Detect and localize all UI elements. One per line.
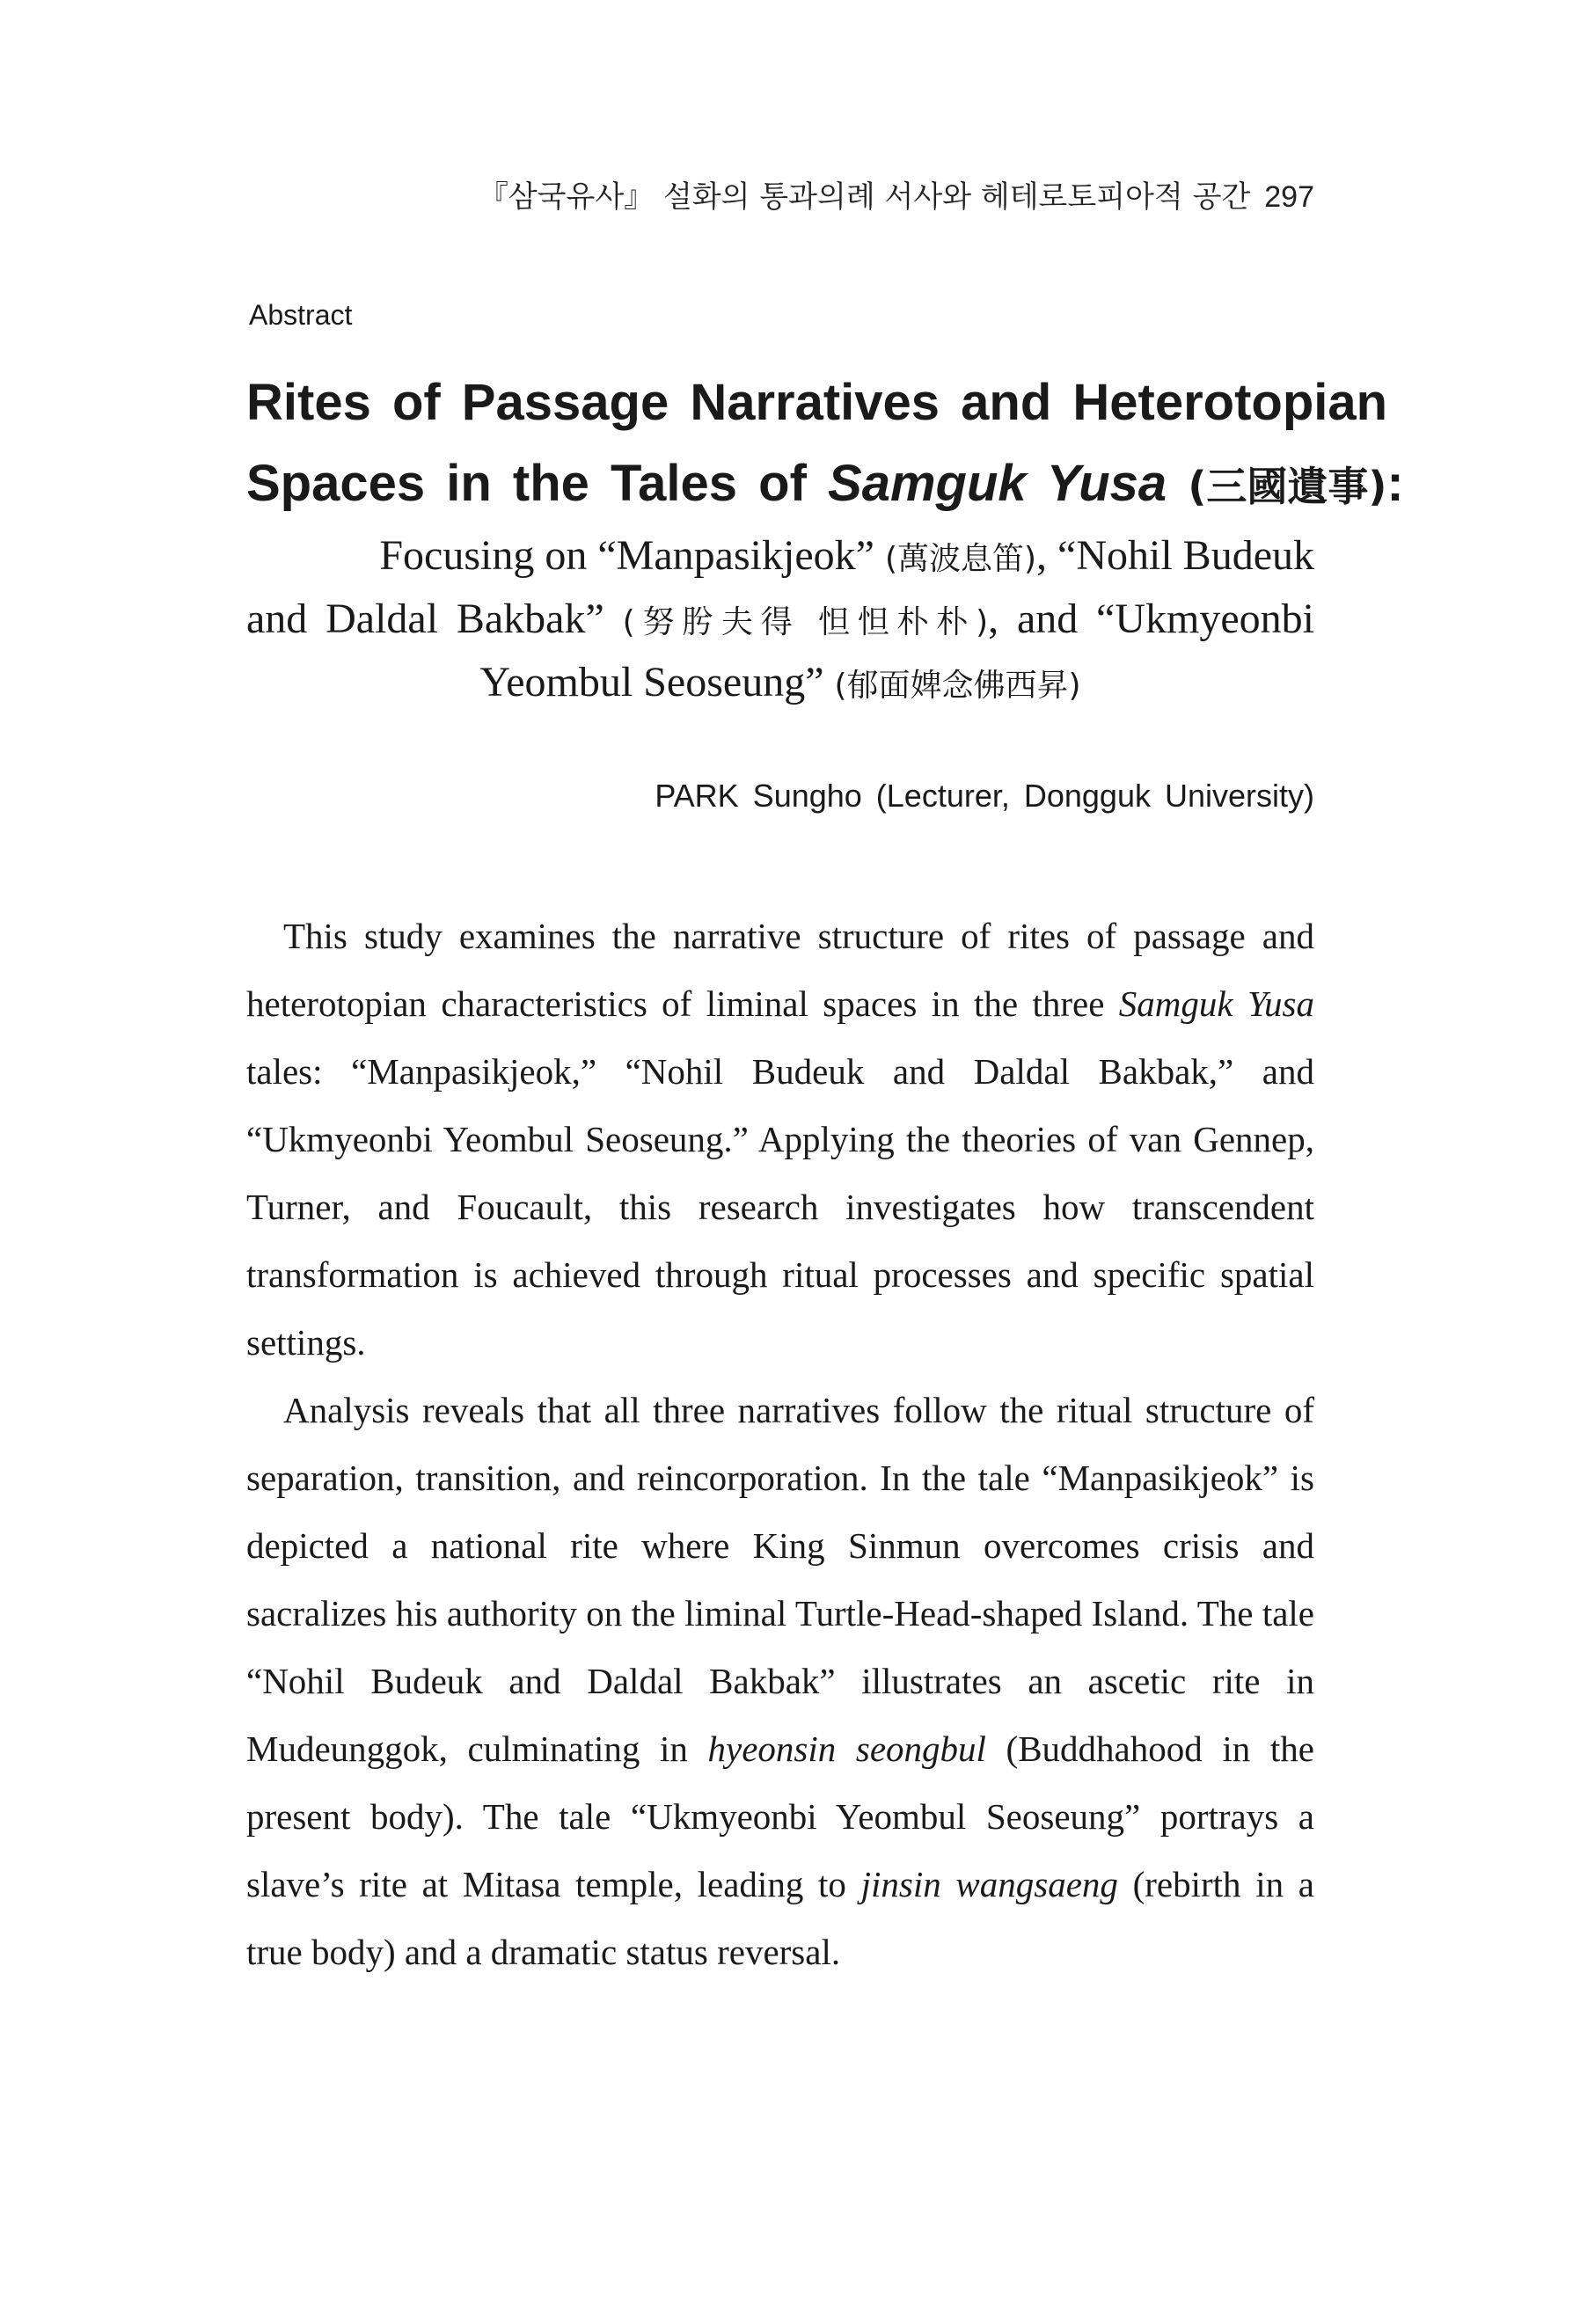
subtitle-line-2-text-b: , and “Ukmyeonbi — [988, 596, 1314, 642]
abstract-p2-text-c: (rebirth in a true body) and a dramatic status reversal. — [246, 1864, 1315, 1972]
subtitle-line-3 — [246, 653, 1314, 716]
title-line-2-prefix: Spaces in the Tales of — [246, 455, 829, 512]
abstract-p2-italic-1: hyeonsin seongbul — [707, 1728, 986, 1769]
subtitle-line-3-text-a: Yeombul Seoseung” — [479, 659, 835, 705]
abstract-p1-italic: Samguk Yusa — [1118, 983, 1314, 1024]
title-hanja: (三國遺事) — [1188, 463, 1387, 510]
abstract-p2-italic-2: jinsin wangsaeng — [860, 1864, 1118, 1904]
running-header — [246, 172, 1314, 216]
subtitle-hanja-2: (努肹夫得 怛怛朴朴) — [622, 604, 989, 640]
abstract-paragraph-2 — [246, 1377, 1314, 1986]
page-number: 297 — [1264, 180, 1314, 214]
paper-title — [246, 362, 1404, 527]
subtitle-hanja-3: (郁面婢念佛西昇) — [834, 668, 1081, 704]
title-italic-samguk-yusa: Samguk Yusa — [828, 455, 1167, 512]
title-colon: : — [1386, 455, 1404, 512]
title-line-1: Rites of Passage Narratives and Heterotopian — [246, 374, 1388, 431]
subtitle-line-2-text-a: and Daldal Bakbak” — [246, 596, 623, 642]
abstract-p2-text-b: (Buddhahood in the present body). The tale “Ukmyeonbi Yeombul Seoseung” portrays a slave’s rite at Mitasa temple, leading to — [246, 1728, 1314, 1904]
subtitle-line-2 — [246, 589, 1314, 653]
subtitle-hanja-1: (萬波息笛) — [884, 541, 1037, 577]
subtitle-line-1-text-a: Focusing on “Manpasikjeok” — [379, 532, 885, 579]
subtitle-line-1-text-b: , “Nohil Budeuk — [1036, 532, 1314, 579]
section-label: Abstract — [249, 299, 353, 331]
abstract-body — [246, 903, 1314, 1986]
abstract-paragraph-1 — [246, 903, 1314, 1377]
abstract-p2-text-a: Analysis reveals that all three narratives follow the ritual structure of separation, transition, and reincorporation. In the tale “Manpasikjeok” is depicted a national rite where King Sinmun overcomes crisis and sacralizes his authority on the liminal Turtle-Head-shaped Island. The tale “Nohil Budeuk and Daldal Bakbak” illustrates an ascetic rite in Mudeunggok, culminating in — [246, 1390, 1314, 1769]
abstract-p1-text-b: tales: “Manpasikjeok,” “Nohil Budeuk and Daldal Bakbak,” and “Ukmyeonbi Yeombul Seoseung.” Applying the theories of van Gennep, Turner, and Foucault, this research investigates how transcendent transformation is achieved through ritual processes and specific spatial settings. — [246, 1051, 1314, 1363]
title-line-2 — [246, 443, 1404, 527]
running-title: 『삼국유사』 설화의 통과의례 서사와 헤테로토피아적 공간 — [478, 179, 1251, 215]
subtitle-line-1 — [246, 526, 1314, 589]
paper-subtitle — [246, 526, 1314, 716]
abstract-p1-text-a: This study examines the narrative structure of rites of passage and heterotopian characteristics of liminal spaces in the three — [246, 916, 1314, 1024]
author-affiliation: PARK Sungho (Lecturer, Dongguk University) — [655, 778, 1314, 814]
